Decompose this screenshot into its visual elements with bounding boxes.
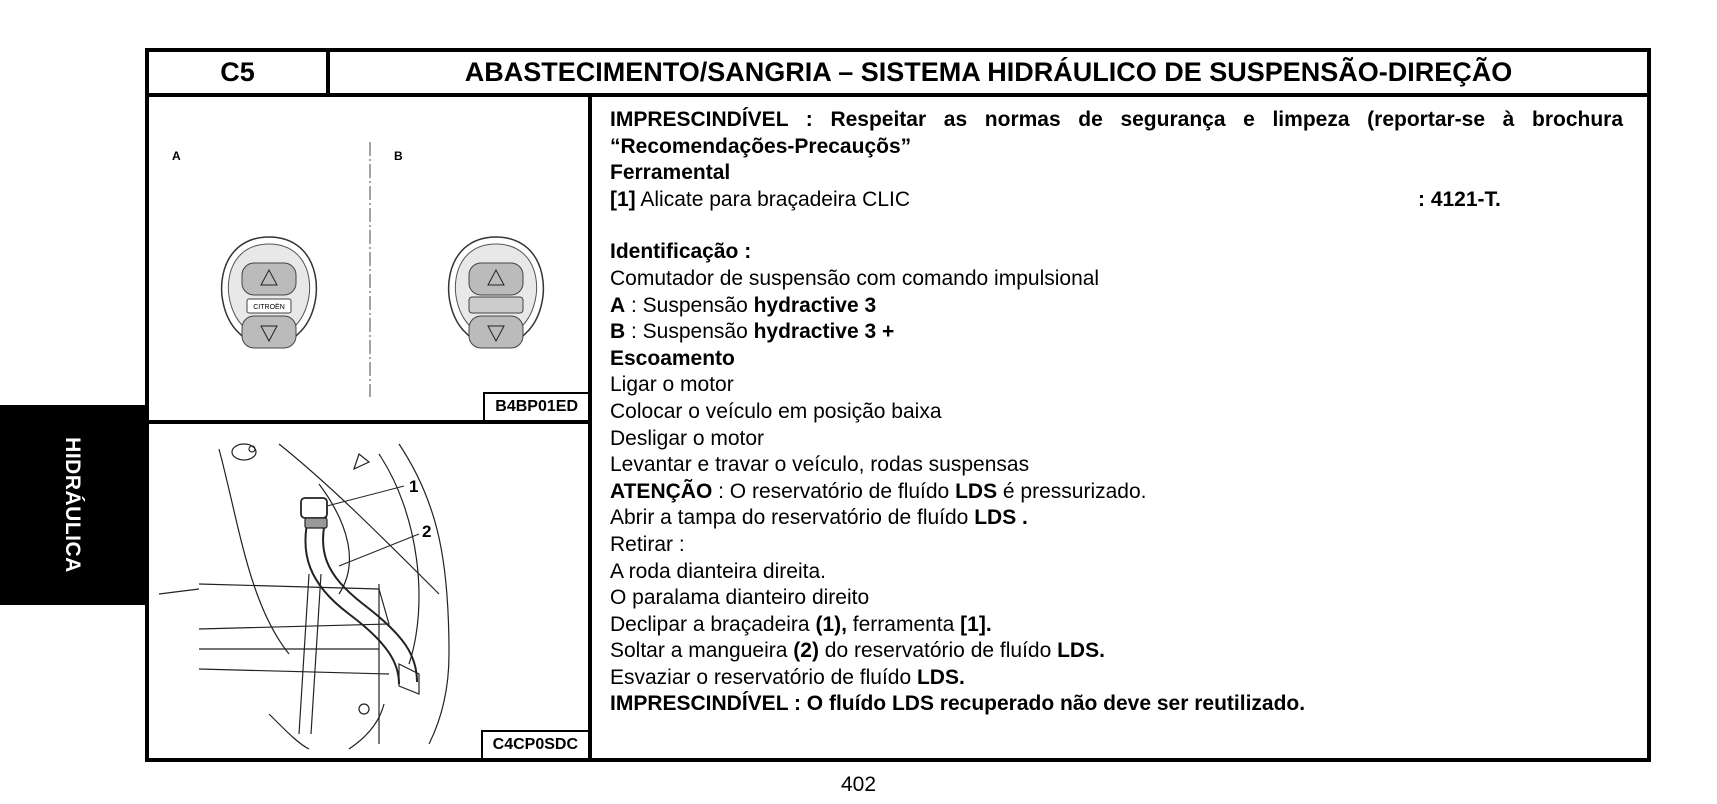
step-line: Esvaziar o reservatório de fluído LDS.	[610, 665, 965, 689]
variant-b: B : Suspensão hydractive 3 +	[610, 320, 895, 344]
label-a: A	[172, 149, 181, 163]
switch-a-drawing	[222, 237, 317, 348]
ferramental-heading: Ferramental	[610, 161, 731, 185]
label-b: B	[394, 149, 403, 163]
figure-code: C4CP0SDC	[481, 730, 588, 758]
procedure-title: ABASTECIMENTO/SANGRIA – SISTEMA HIDRÁULICO DE SUSPENSÃO-DIREÇÃO	[330, 52, 1647, 97]
step-line: Desligar o motor	[610, 426, 765, 450]
tool-row: [1] Alicate para braçadeira CLIC : 4121-T.	[610, 187, 1623, 214]
step-line: A roda dianteira direita.	[610, 559, 826, 583]
callout-1: 1	[409, 477, 419, 496]
step-line: Declipar a braçadeira (1), ferramenta [1].	[610, 612, 992, 636]
brand-logo: CITROËN	[253, 304, 285, 311]
step-line: Soltar a mangueira (2) do reservatório de fluído LDS.	[610, 639, 1105, 663]
step-line: Levantar e travar o veículo, rodas suspensas	[610, 453, 1030, 477]
variant-a: A : Suspensão hydractive 3	[610, 293, 877, 317]
page-number: 402	[840, 773, 877, 796]
figure-suspension-switch	[149, 97, 592, 424]
section-tab	[0, 405, 145, 605]
figure-code: B4BP01ED	[483, 392, 588, 420]
step-line: Ligar o motor	[610, 373, 734, 397]
final-note: IMPRESCINDÍVEL : O fluído LDS recuperado não deve ser reutilizado.	[610, 692, 1306, 716]
retirar-line: Retirar :	[610, 532, 685, 556]
callout-2: 2	[422, 522, 432, 541]
figure-reservoir-hose	[149, 424, 592, 758]
hose-illustration	[149, 424, 588, 754]
step-line: O paralama dianteiro direito	[610, 586, 870, 610]
escoamento-heading: Escoamento	[610, 346, 735, 370]
switch-b-drawing	[449, 237, 544, 348]
switch-illustration	[149, 97, 588, 420]
safety-note: IMPRESCINDÍVEL : Respeitar as normas de segurança e limpeza (reportar-se à brochura “Recomendações-Precauçõs”	[610, 108, 1624, 158]
identificacao-heading: Identificação :	[610, 240, 752, 264]
step-line: Abrir a tampa do reservatório de fluído LDS .	[610, 506, 1028, 530]
warning-line: ATENÇÃO : O reservatório de fluído LDS é pressurizado.	[610, 479, 1147, 503]
procedure-text	[610, 107, 1623, 718]
procedure-code: C5	[149, 52, 330, 97]
section-tab-label: HIDRÁULICA	[61, 437, 84, 573]
tool-value: : 4121-T.	[1418, 187, 1501, 211]
comutador-line: Comutador de suspensão com comando impulsional	[610, 266, 1100, 290]
procedure-card	[145, 48, 1651, 762]
step-line: Colocar o veículo em posição baixa	[610, 399, 942, 423]
